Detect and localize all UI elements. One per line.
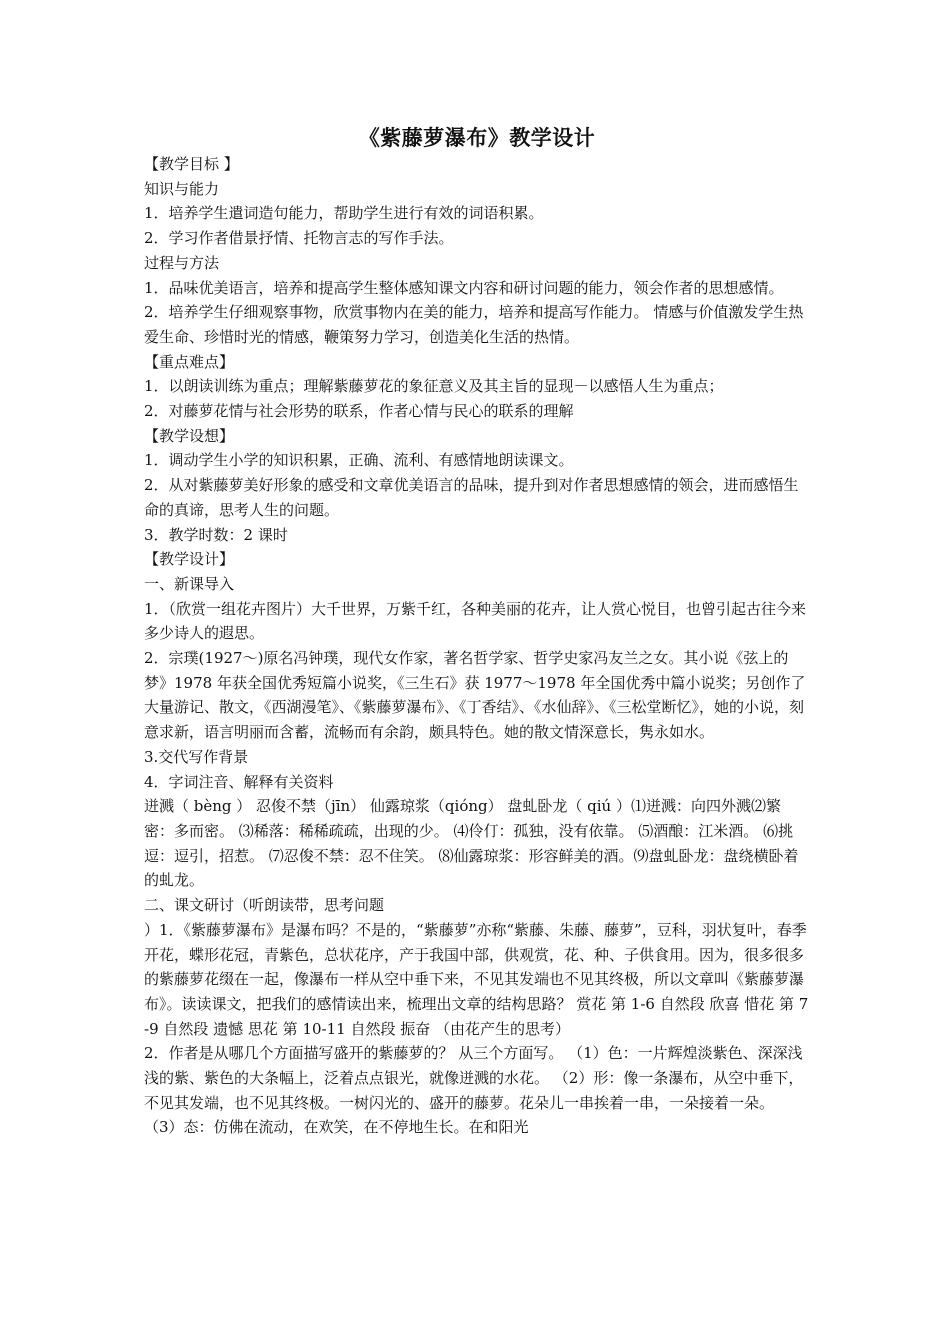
paragraph: 2．学习作者借景抒情、托物言志的写作手法。 [144,229,454,248]
paragraph: 【重点难点】 [144,352,235,371]
paragraph: 【教学设想】 [144,426,235,445]
paragraph: 二、课文研讨（听朗读带，思考问题 [144,896,385,915]
paragraph: 2．从对紫藤萝美好形象的感受和文章优美语言的品味，提升到对作者思想感情的领会，进而感悟生命的真谛，思考人生的问题。 [144,476,799,519]
document-title: 《紫藤萝瀑布》教学设计 [358,125,596,150]
paragraph: 【教学目标 】 [144,155,239,173]
paragraph: 【教学设计】 [144,550,235,569]
document-page [144,124,810,1140]
paragraph: 1．品味优美语言，培养和提高学生整体感知课文内容和研讨问题的能力，领会作者的思想感情。 [144,278,784,297]
paragraph: 一、新课导入 [144,574,235,593]
paragraph: 4．字词注音、解释有关资料 [144,772,334,791]
paragraph: 1．（欣赏一组花卉图片）大千世界，万紫千红，各种美丽的花卉，让人赏心悦目，也曾引起古往今来多少诗人的遐思。 [144,599,807,643]
paragraph: 3.交代写作背景 [144,747,249,766]
paragraph: 3．教学时数：2 课时 [144,525,288,544]
paragraph: 迸溅（ bèng ） 忍俊不禁（jīn） 仙露琼浆（qióng） 盘虬卧龙（ qiú ）⑴迸溅：向四外溅⑵繁密：多而密。 ⑶稀落：稀稀疏疏，出现的少。 ⑷伶仃：孤独，没有依靠。 ⑸酒酿：江米酒。 ⑹挑逗：逗引，招惹。 ⑺忍俊不禁：忍不住笑。 ⑻仙露琼浆：形容鲜美的酒。⑼盘虬卧龙：盘绕横卧着的虬龙。 [144,797,799,890]
paragraph: 2．培养学生仔细观察事物，欣赏事物内在美的能力，培养和提高写作能力。 情感与价值激发学生热爱生命、珍惜时光的情感，鞭策努力学习，创造美化生活的热情。 [144,303,804,346]
paragraph: 1．调动学生小学的知识积累，正确、流利、有感情地朗读课文。 [144,451,574,470]
paragraph: 2．宗璞(1927～)原名冯钟璞，现代女作家，著名哲学家、哲学史家冯友兰之女。其小说《弦上的梦》1978 年获全国优秀短篇小说奖，《三生石》获 1977～1978 年全国优秀中篇小说奖；另创作了大量游记、散文，《西湖漫笔》、《紫藤萝瀑布》、《丁香结》、《水仙辞》、《三松堂断忆》，她的小说，刻意求新，语言明丽而含蓄，流畅而有余韵，颇具特色。她的散文情深意长，隽永如水。 [144,649,806,742]
paragraph: ）1．《紫藤萝瀑布》是瀑布吗？不是的，“紫藤萝”亦称“紫藤、朱藤、藤萝”，豆科，羽状复叶，春季开花，蝶形花冠，青紫色，总状花序，产于我国中部，供观赏，花、种、子供食用。因为，很多很多的紫藤萝花缀在一起，像瀑布一样从空中垂下来，不见其发端也不见其终极，所以文章叫《紫藤萝瀑布》。读读课文，把我们的感情读出来，梳理出文章的结构思路？ 赏花 第 1-6 自然段 欣喜 惜花 第 7-9 自然段 遗憾 思花 第 10-11 自然段 振奋 （由花产生的思考） [144,920,809,1038]
paragraph: 2．对藤萝花情与社会形势的联系，作者心情与民心的联系的理解 [144,402,574,421]
paragraph: 知识与能力 [144,179,220,198]
paragraph: 2．作者是从哪几个方面描写盛开的紫藤萝的？ 从三个方面写。 （1）色：一片辉煌淡紫色、深深浅浅的紫、紫色的大条幅上，泛着点点银光，就像迸溅的水花。 （2）形：像一条瀑布，从空中垂下，不见其发端，也不见其终极。一树闪光的、盛开的藤萝。花朵儿一串挨着一串，一朵接着一朵。 （3）态：仿佛在流动，在欢笑，在不停地生长。在和阳光 [144,1044,804,1137]
paragraph: 过程与方法 [144,253,220,272]
paragraph: 1．培养学生遣词造句能力，帮助学生进行有效的词语积累。 [144,204,544,223]
paragraph: 1．以朗读训练为重点；理解紫藤萝花的象征意义及其主旨的显现－以感悟人生为重点； [144,377,724,396]
document-body [144,152,810,1140]
